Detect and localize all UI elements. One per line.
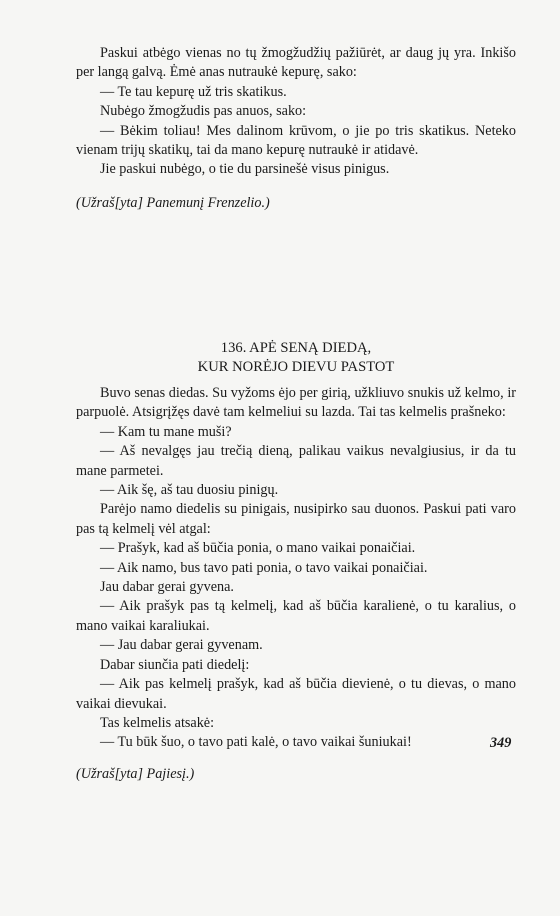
- source-note: (Užraš[yta] Pajiesį.): [76, 765, 195, 782]
- paragraph: Paskui atbėgo vienas no tų žmogžudžių pažiūrėt, ar daug jų yra. Inkišo per langą galvą. Ėmė anas nutraukė kepurę, sako:: [76, 45, 516, 81]
- paragraph: — Aik prašyk pas tą kelmelį, kad aš būčia karalienė, o tu karalius, o mano vaikai karaliukai.: [76, 598, 516, 634]
- page-number: 349: [490, 735, 512, 751]
- paragraph: Jie paskui nubėgo, o tie du parsinešė visus pinigus.: [100, 161, 390, 178]
- paragraph: — Aik namo, bus tavo pati ponia, o tavo vaikai ponaičiai.: [100, 559, 428, 576]
- paragraph: Dabar siunčia pati diedelį:: [100, 656, 250, 673]
- paragraph: — Prašyk, kad aš būčia ponia, o mano vaikai ponaičiai.: [100, 540, 416, 557]
- story-title-line-2: KUR NORĖJO DIEVU PASTOT: [197, 359, 395, 375]
- paragraph: — Aik šę, aš tau duosiu pinigų.: [100, 482, 279, 499]
- previous-story-ending: [76, 44, 516, 213]
- source-note: (Užraš[yta] Panemunį Frenzelio.): [76, 194, 270, 211]
- paragraph: Parėjo namo diedelis su pinigais, nusipirko sau duonos. Paskui pati varo pas tą kelmelį vėl atgal:: [76, 501, 516, 537]
- paragraph: Tas kelmelis atsakė:: [100, 714, 215, 731]
- paragraph: Buvo senas diedas. Su vyžoms ėjo per girią, užkliuvo snukis už kelmo, ir parpuolė. Atsigrįžęs davė tam kelmeliui su lazda. Tai tas kelmelis prašneko:: [76, 385, 516, 421]
- story-title-line-1: 136. APĖ SENĄ DIEDĄ,: [220, 340, 372, 356]
- paragraph: — Te tau kepurę už tris skatikus.: [100, 83, 287, 100]
- paragraph: — Bėkim toliau! Mes dalinom krūvom, o jie po tris skatikus. Neteko vienam trijų skatikų, tai da mano kepurę nutraukė ir atidavė.: [76, 122, 516, 159]
- paragraph: Jau dabar gerai gyvena.: [100, 579, 234, 596]
- paragraph: — Jau dabar gerai gyvenam.: [100, 637, 263, 654]
- paragraph: — Aš nevalgęs jau trečią dieną, palikau vaikus nevalgiusius, ir da tu mane parmetei.: [76, 443, 516, 479]
- paragraph: Nubėgo žmogžudis pas anuos, sako:: [100, 103, 307, 120]
- paragraph: — Kam tu mane muši?: [100, 423, 232, 440]
- story-title: [76, 339, 516, 377]
- paragraph: — Tu būk šuo, o tavo pati kalė, o tavo vaikai šuniukai!: [100, 734, 412, 751]
- paragraph: — Aik pas kelmelį prašyk, kad aš būčia dievienė, o tu dievas, o mano vaikai dievukai.: [76, 676, 516, 712]
- story-body: [76, 384, 516, 784]
